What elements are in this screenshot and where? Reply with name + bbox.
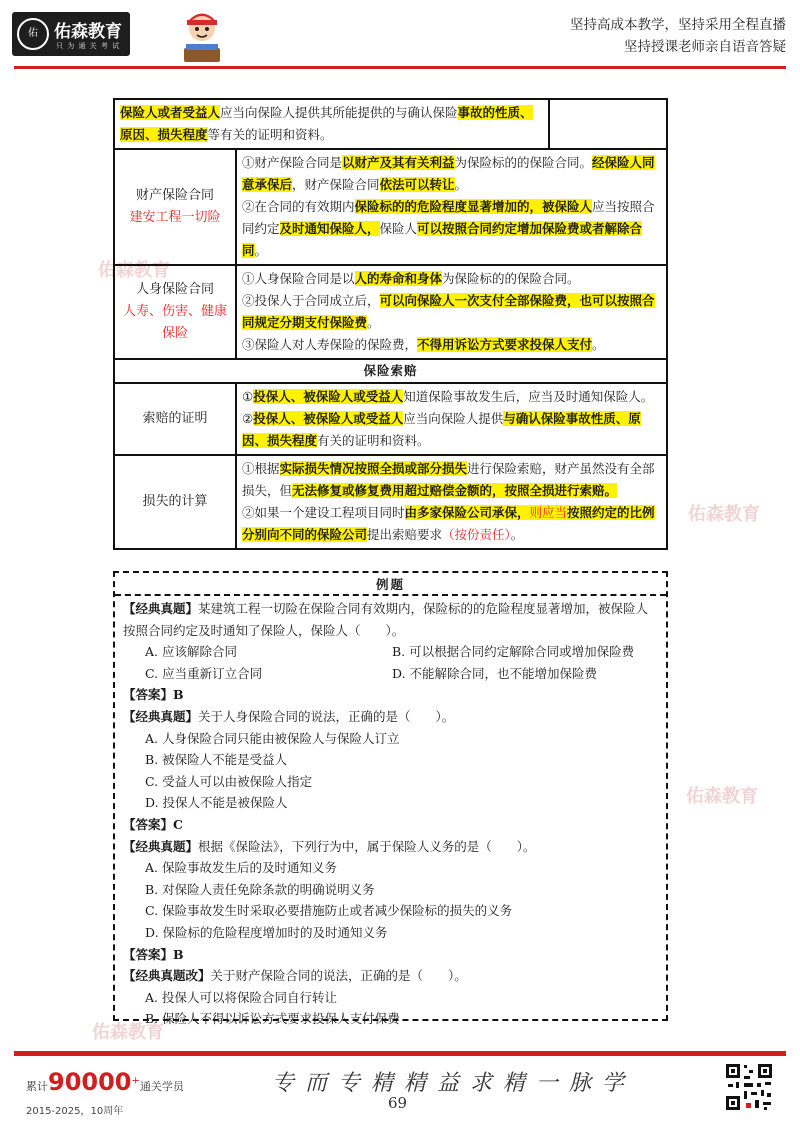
table-row (114, 383, 667, 455)
row-label-loss: 损失的计算 (114, 455, 236, 549)
question-1: 【经典真题】某建筑工程一切险在保险合同有效期内，保险标的的危险程度显著增加，被保险人按照合同约定及时通知了保险人，保险人（ ）。 (123, 601, 649, 638)
header-divider (14, 66, 786, 69)
mascot-icon (178, 8, 226, 64)
watermark: 佑森教育 (688, 504, 760, 525)
table-row (114, 149, 667, 265)
option: B. 保险人不得以诉讼方式要求投保人支付保费 (145, 1011, 400, 1027)
slogan-line-2: 坚持授课老师亲自语音答疑 (624, 39, 786, 55)
table-row (114, 99, 667, 149)
student-count: 累计90000+通关学员 (26, 1068, 184, 1096)
option: C. 保险事故发生时采取必要措施防止或者减少保险标的损失的义务 (145, 903, 513, 919)
table-cell: ①财产保险合同是以财产及其有关利益为保险标的的保险合同。经保险人同意承保后，财产保险合同依法可以转让。 ②在合同的有效期内保险标的的危险程度显著增加的，被保险人应当按照合同约定及时通知保险人，保险人可以按照合同约定增加保险费或者解除合同。 (236, 149, 667, 265)
header-slogans (570, 14, 786, 58)
table-cell: ①根据实际损失情况按照全损或部分损失进行保险索赔，财产虽然没有全部损失，但无法修复或修复费用超过赔偿金额的，按照全损进行索赔。 ②如果一个建设工程项目同时由多家保险公司承保，则应当按照约定的比例分别向不同的保险公司提出索赔要求（按份责任）。 (236, 455, 667, 549)
footer-divider (14, 1051, 786, 1056)
options-row: C. 应当重新订立合同 D. 不能解除合同，也不能增加保险费 (145, 665, 598, 681)
table-cell: ①投保人、被保险人或受益人知道保险事故发生后，应当及时通知保险人。 ②投保人、被保险人或受益人应当向保险人提供与确认保险事故性质、原因、损失程度有关的证明和资料。 (236, 383, 667, 455)
qr-code-icon (724, 1062, 774, 1112)
logo-seal-icon: 佑 (17, 18, 49, 50)
question-3: 【经典真题】根据《保险法》，下列行为中，属于保险人义务的是（ ）。 (123, 838, 536, 854)
table-cell (549, 99, 667, 149)
table-cell: 保险人或者受益人应当向保险人提供其所能提供的与确认保险事故的性质、原因、损失程度等有关的证明和资料。 (114, 99, 549, 149)
row-label-proof: 索赔的证明 (114, 383, 236, 455)
table-row (114, 265, 667, 359)
example-body (115, 596, 666, 1030)
option: D. 保险标的危险程度增加时的及时通知义务 (145, 924, 388, 940)
row-label-property: 财产保险合同 建安工程一切险 (114, 149, 236, 265)
row-label-life: 人身保险合同 人寿、伤害、健康保险 (114, 265, 236, 359)
section-title-claims: 保险索赔 (114, 359, 667, 383)
answer-3: 【答案】B (123, 946, 184, 962)
table-cell: ①人身保险合同是以人的寿命和身体为保险标的的保险合同。 ②投保人于合同成立后，可以向保险人一次支付全部保险费，也可以按照合同规定分期支付保险费。 ③保险人对人寿保险的保险费，不得用诉讼方式要求投保人支付。 (236, 265, 667, 359)
option: B. 被保险人不能是受益人 (145, 752, 288, 768)
page-header (0, 0, 800, 74)
option: A. 保险事故发生后的及时通知义务 (145, 860, 337, 876)
watermark: 佑森教育 (98, 260, 170, 281)
question-2: 【经典真题】关于人身保险合同的说法，正确的是（ ）。 (123, 708, 455, 724)
option: D. 投保人不能是被保险人 (145, 795, 288, 811)
watermark: 佑森教育 (92, 1022, 164, 1043)
brand-logo (12, 12, 130, 56)
option: A. 投保人可以将保险合同自行转让 (145, 989, 337, 1005)
watermark: 佑森教育 (686, 786, 758, 807)
example-title: 例题 (115, 573, 666, 596)
anniversary-years: 2015-2025，10周年 (26, 1106, 124, 1117)
logo-tagline: 只 为 通 关 考 试 (56, 42, 121, 50)
logo-name: 佑森教育 (54, 22, 122, 42)
insurance-table (113, 98, 668, 550)
footer-motto: 专 而 专 精 精 益 求 精 一 脉 学 (272, 1071, 626, 1096)
option: A. 人身保险合同只能由被保险人与保险人订立 (145, 730, 400, 746)
page-number: 69 (388, 1094, 408, 1112)
answer-1: 【答案】B (123, 687, 184, 703)
option: B. 对保险人责任免除条款的明确说明义务 (145, 881, 375, 897)
question-4: 【经典真题改】关于财产保险合同的说法，正确的是（ ）。 (123, 968, 467, 984)
slogan-line-1: 坚持高成本教学，坚持采用全程直播 (570, 17, 786, 33)
table-row (114, 455, 667, 549)
table-row (114, 359, 667, 383)
option: C. 受益人可以由被保险人指定 (145, 773, 313, 789)
example-section (113, 571, 668, 1027)
options-row: A. 应该解除合同 B. 可以根据合同约定解除合同或增加保险费 (145, 644, 635, 660)
answer-2: 【答案】C (123, 816, 183, 832)
